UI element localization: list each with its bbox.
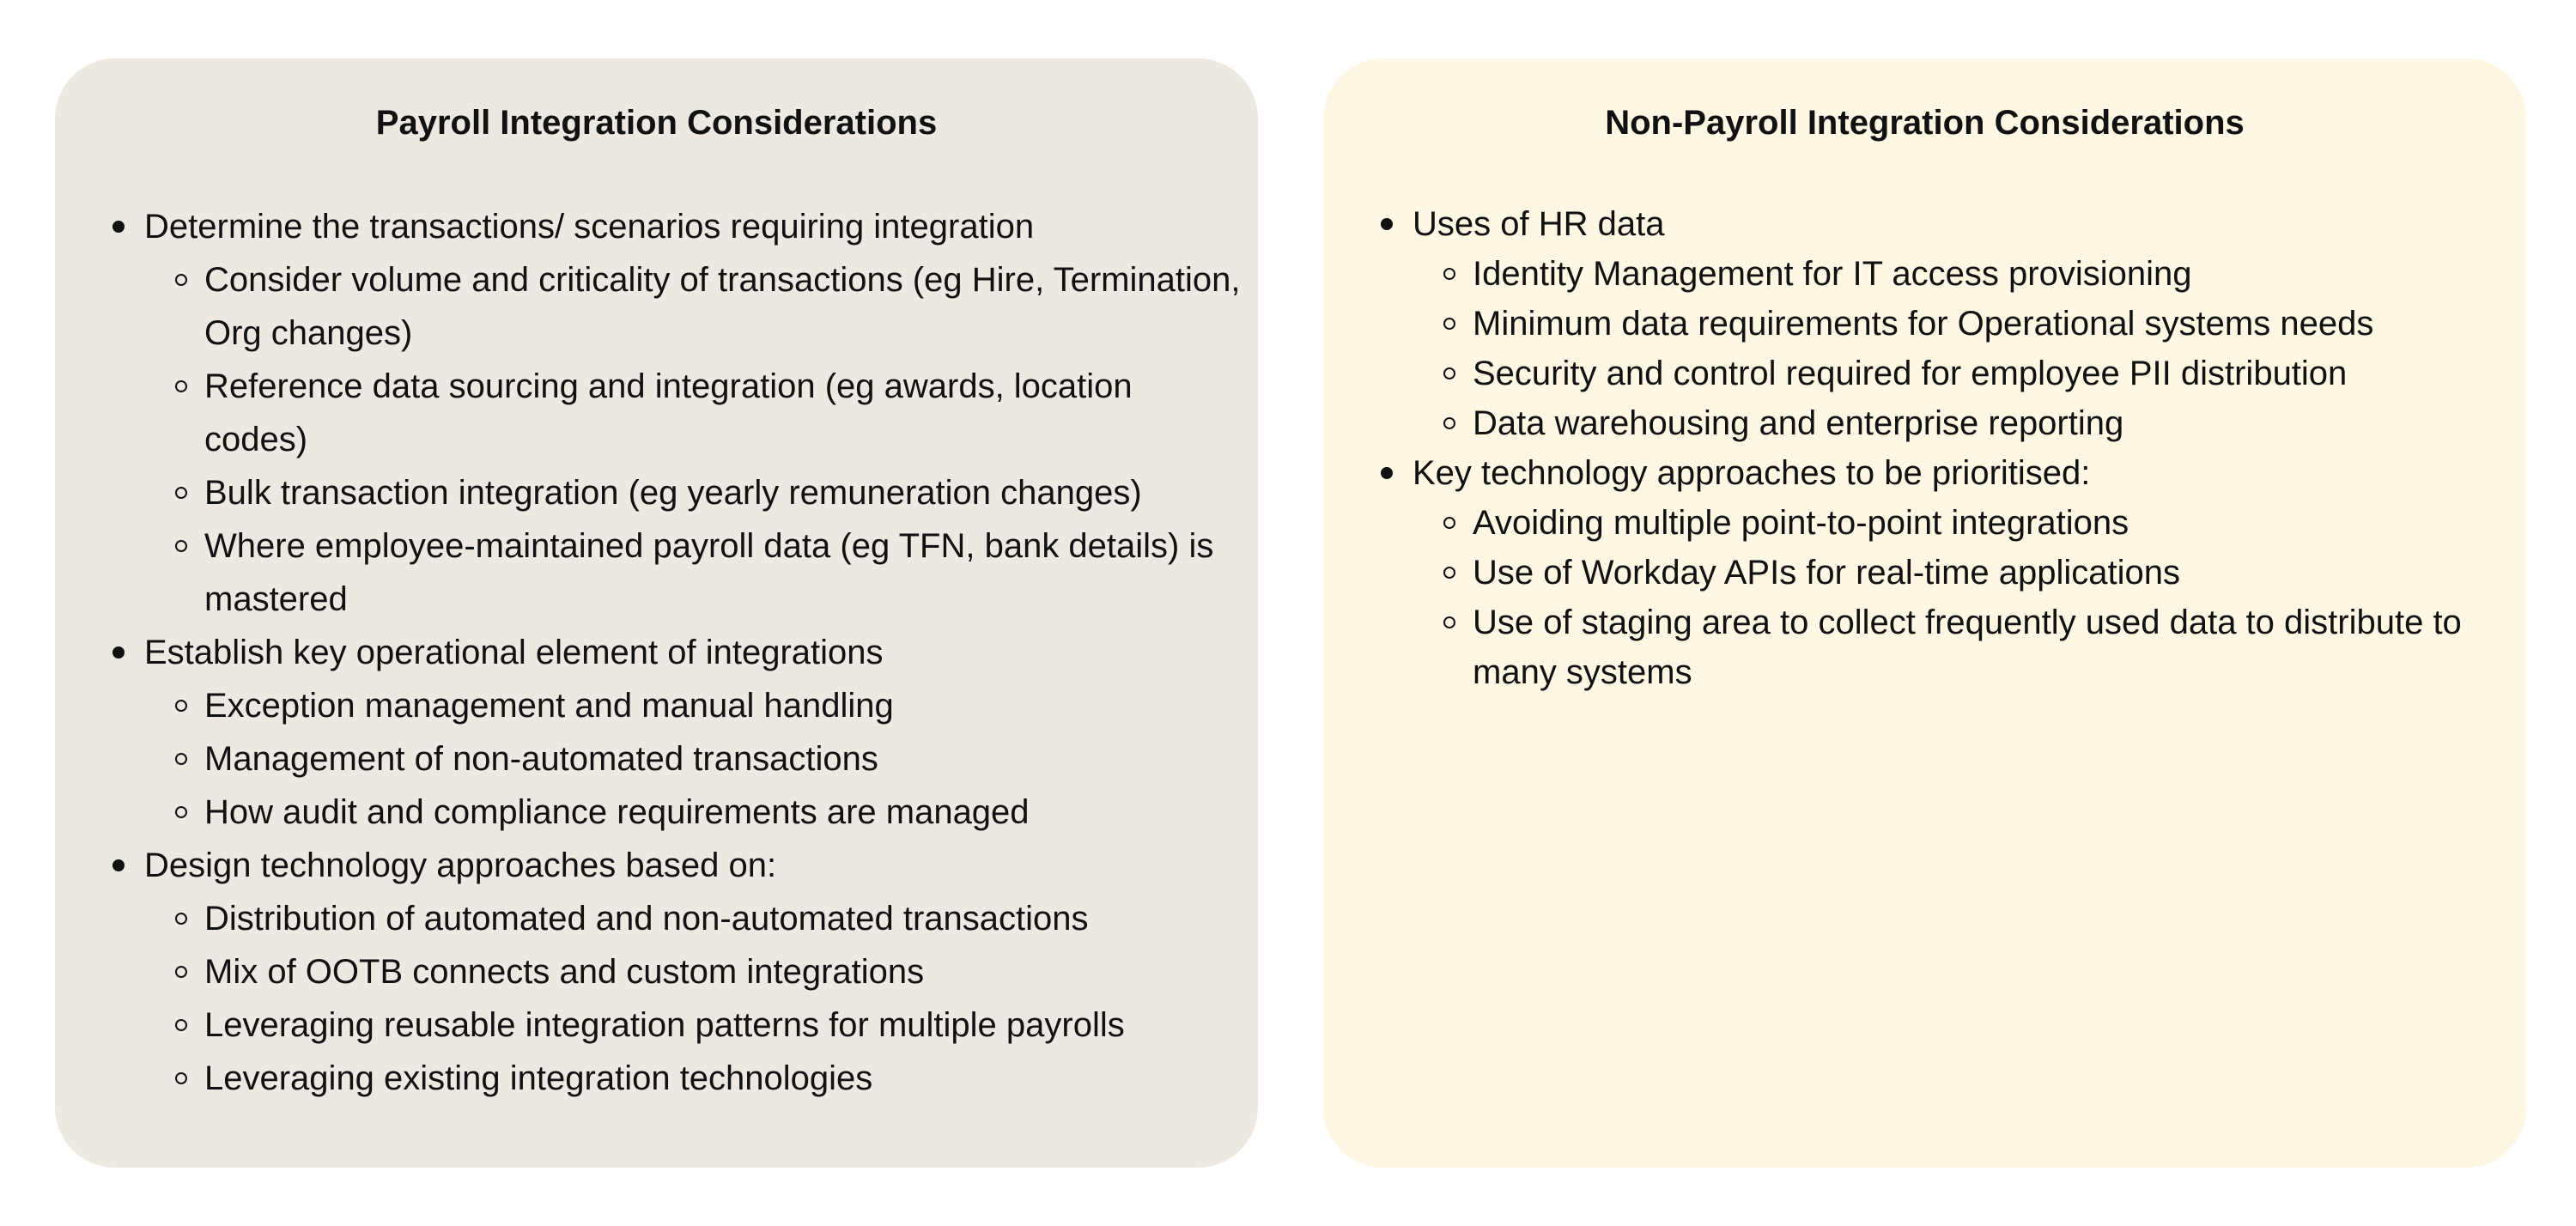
sub-list-item: Consider volume and criticality of transactions (eg Hire, Termination, Org changes): [204, 253, 1241, 360]
sub-list-item: Use of Workday APIs for real-time applications: [1473, 548, 2509, 598]
sub-list-item: Leveraging reusable integration patterns for multiple payrolls: [204, 998, 1241, 1052]
sub-list: [1413, 498, 2509, 697]
sub-list-item: Security and control required for employee PII distribution: [1473, 349, 2509, 398]
sub-list-item: Where employee-maintained payroll data (eg TFN, bank details) is mastered: [204, 519, 1241, 626]
sub-list: [144, 253, 1241, 626]
sub-list-item: Leveraging existing integration technologies: [204, 1052, 1241, 1105]
list-item-text: Uses of HR data: [1413, 205, 1665, 243]
list-item-text: Establish key operational element of integrations: [144, 634, 884, 671]
sub-list-item: Exception management and manual handling: [204, 679, 1241, 732]
sub-list-item: Management of non-automated transactions: [204, 732, 1241, 786]
panel-title: Non-Payroll Integration Considerations: [1605, 104, 2245, 142]
list-item-text: Design technology approaches based on:: [144, 847, 777, 884]
non-payroll-considerations-panel: [1323, 58, 2526, 1168]
bullet-list: [55, 200, 1241, 1105]
sub-list-item: Reference data sourcing and integration (eg awards, location codes): [204, 360, 1241, 466]
list-item: [144, 626, 1241, 839]
panel-title: Payroll Integration Considerations: [375, 104, 938, 142]
bullet-list: [1323, 199, 2509, 697]
sub-list-item: Use of staging area to collect frequently used data to distribute to many systems: [1473, 598, 2509, 697]
sub-list-item: How audit and compliance requirements are managed: [204, 786, 1241, 839]
sub-list-item: Minimum data requirements for Operational systems needs: [1473, 299, 2509, 349]
sub-list-item: Identity Management for IT access provisioning: [1473, 249, 2509, 299]
list-item-text: Determine the transactions/ scenarios requiring integration: [144, 208, 1035, 246]
list-item: [1413, 448, 2509, 697]
sub-list: [1413, 249, 2509, 448]
list-item: [1413, 199, 2509, 448]
sub-list-item: Data warehousing and enterprise reporting: [1473, 398, 2509, 448]
sub-list: [144, 679, 1241, 839]
list-item: [144, 839, 1241, 1105]
list-item: [144, 200, 1241, 626]
payroll-considerations-panel: [55, 58, 1258, 1168]
list-item-text: Key technology approaches to be prioritised:: [1413, 454, 2091, 492]
sub-list-item: Mix of OOTB connects and custom integrations: [204, 945, 1241, 998]
sub-list: [144, 892, 1241, 1105]
sub-list-item: Bulk transaction integration (eg yearly remuneration changes): [204, 466, 1241, 519]
sub-list-item: Distribution of automated and non-automated transactions: [204, 892, 1241, 945]
sub-list-item: Avoiding multiple point-to-point integrations: [1473, 498, 2509, 548]
